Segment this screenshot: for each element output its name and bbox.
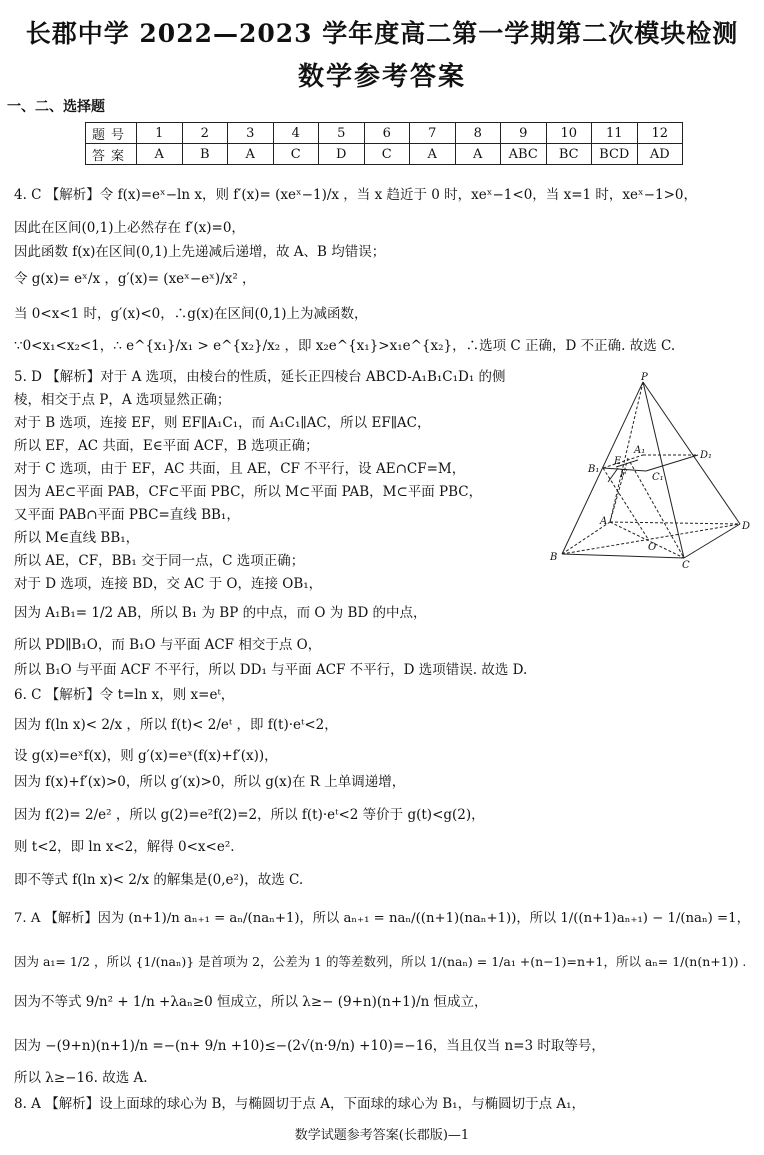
answer-cell: A [455,144,501,165]
answer-cell: A [228,144,274,165]
solution-line: 设 g(x)=eˣf(x)，则 g′(x)=eˣ(f(x)+f′(x))， [14,748,278,764]
question-number: 4 [273,123,319,144]
page-subtitle: 数学参考答案 [297,62,466,92]
solution-line: 因为 a₁= 1/2 ，所以 {1/(naₙ)} 是首项为 2，公差为 1 的等差数列，所以 1/(naₙ) = 1/a₁ +(n−1)=n+1，所以 aₙ= 1/(n(n+1)) . [14,954,747,969]
question-number: 11 [592,123,638,144]
solution-line: 即不等式 f(ln x)< 2/x 的解集是(0,e²)，故选 C. [14,872,304,888]
solution-line: 4. C 【解析】令 f(x)=eˣ−ln x，则 f′(x)= (xeˣ−1)/x ，当 x 趋近于 0 时，xeˣ−1<0，当 x=1 时，xeˣ−1>0， [14,187,698,203]
answer-cell: AD [637,144,683,165]
solution-line: 因为 f(2)= 2/e² ，所以 g(2)=e²f(2)=2，所以 f(t)·eᵗ<2 等价于 g(t)<g(2)， [14,807,485,823]
answer-cell: D [319,144,365,165]
question-number: 5 [319,123,365,144]
solution-line: 所以 AE，CF，BB₁ 交于同一点，C 选项正确； [14,553,305,569]
figure-label: A₁ [634,445,646,456]
solution-line: 所以 M∈直线 BB₁， [14,530,140,546]
figure-label: D₁ [700,450,713,461]
solution-line: 5. D 【解析】对于 A 选项，由棱台的性质，延长正四棱台 ABCD-A₁B₁C₁D₁ 的侧 [14,369,506,385]
question-number: 10 [546,123,592,144]
answer-table [85,122,683,165]
figure-label: E [614,456,622,467]
question-number: 1 [137,123,183,144]
answer-cell: BC [546,144,592,165]
question-number: 9 [501,123,547,144]
figure-label: B [550,552,558,563]
solution-line: 令 g(x)= eˣ/x ，g′(x)= (xeˣ−eˣ)/x² ， [14,271,256,287]
section-heading: 一、二、选择题 [7,99,105,115]
page-title: 长郡中学 2022—2023 学年度高二第一学期第二次模块检测 [25,19,739,48]
answer-cell: B [182,144,228,165]
solution-line: 又平面 PAB∩平面 PBC=直线 BB₁， [14,507,240,523]
solution-line: 因为 A₁B₁= 1/2 AB，所以 B₁ 为 BP 的中点，而 O 为 BD 的中点， [14,605,427,621]
solution-line: 7. A 【解析】因为 (n+1)/n aₙ₊₁ = aₙ/(naₙ+1)，所以 aₙ₊₁ = naₙ/((n+1)(naₙ+1))，所以 1/((n+1)aₙ₊₁) − 1/(naₙ) =1， [14,911,750,926]
solution-line: 因为 f(x)+f′(x)>0，所以 g′(x)>0，所以 g(x)在 R 上单调递增， [14,774,406,790]
solution-line: 因为 AE⊂平面 PAB，CF⊂平面 PBC，所以 M⊂平面 PAB，M⊂平面 PBC， [14,484,483,500]
solution-line: 6. C 【解析】令 t=ln x，则 x=eᵗ， [14,687,235,703]
solution-line: ∵0<x₁<x₂<1，∴ e^{x₁}/x₁ > e^{x₂}/x₂ ，即 x₂e^{x₁}>x₁e^{x₂}，∴选项 C 正确，D 不正确. 故选 C. [14,338,676,354]
solution-line: 因此在区间(0,1)上必然存在 f′(x)=0， [14,220,245,236]
question-number: 6 [364,123,410,144]
figure-label: C₁ [652,472,664,483]
question-number: 7 [410,123,456,144]
solution-line: 则 t<2，即 ln x<2，解得 0<x<e². [14,839,235,855]
solution-line: 因为 −(9+n)(n+1)/n =−(n+ 9/n +10)≤−(2√(n·9/n) +10)=−16，当且仅当 n=3 时取等号， [14,1038,605,1054]
question-number: 8 [455,123,501,144]
figure-label: D [742,521,751,532]
answer-cell: C [273,144,319,165]
solution-line: 棱，相交于点 P，A 选项显然正确； [14,392,231,408]
answer-table-answer-row [86,144,683,165]
solution-line: 因为不等式 9/n² + 1/n +λaₙ≥0 恒成立，所以 λ≥− (9+n)(n+1)/n 恒成立， [14,994,488,1010]
solution-line: 所以 λ≥−16. 故选 A. [14,1070,148,1086]
pyramid-figure [548,372,758,572]
question-number: 12 [637,123,683,144]
solution-line: 因此函数 f(x)在区间(0,1)上先递减后递增，故 A、B 均错误； [14,244,386,260]
figure-label: P [641,372,648,383]
question-number: 2 [182,123,228,144]
answer-cell: ABC [501,144,547,165]
solution-line: 所以 PD∥B₁O，而 B₁O 与平面 ACF 相交于点 O， [14,637,322,653]
answer-cell: A [137,144,183,165]
figure-label: F [620,469,627,480]
solution-line: 当 0<x<1 时，g′(x)<0，∴g(x)在区间(0,1)上为减函数， [14,306,368,322]
row-label: 答案 [86,144,137,165]
figure-label: C [682,560,690,571]
solution-line: 所以 B₁O 与平面 ACF 不平行，所以 DD₁ 与平面 ACF 不平行，D 选项错误. 故选 D. [14,662,528,678]
solution-line: 对于 D 选项，连接 BD，交 AC 于 O，连接 OB₁， [14,576,323,592]
solution-line: 8. A 【解析】设上面球的球心为 B，与椭圆切于点 A，下面球的球心为 B₁，与椭圆切于点 A₁， [14,1096,586,1112]
figure-label: A [600,516,608,527]
solution-line: 对于 B 选项，连接 EF，则 EF∥A₁C₁，而 A₁C₁∥AC，所以 EF∥AC， [14,415,431,431]
answer-cell: C [364,144,410,165]
answer-cell: BCD [592,144,638,165]
answer-cell: A [410,144,456,165]
figure-label: B₁ [588,464,600,475]
answer-table-header-row [86,123,683,144]
question-number: 3 [228,123,274,144]
solution-line: 所以 EF，AC 共面，E∈平面 ACF，B 选项正确； [14,438,319,454]
solution-line: 对于 C 选项，由于 EF，AC 共面，且 AE，CF 不平行，设 AE∩CF=M， [14,461,466,477]
page-footer: 数学试题参考答案(长郡版)—1 [294,1128,470,1143]
figure-label: O [648,542,657,553]
solution-line: 因为 f(ln x)< 2/x ，所以 f(t)< 2/eᵗ ，即 f(t)·eᵗ<2， [14,717,338,733]
row-label: 题号 [86,123,137,144]
